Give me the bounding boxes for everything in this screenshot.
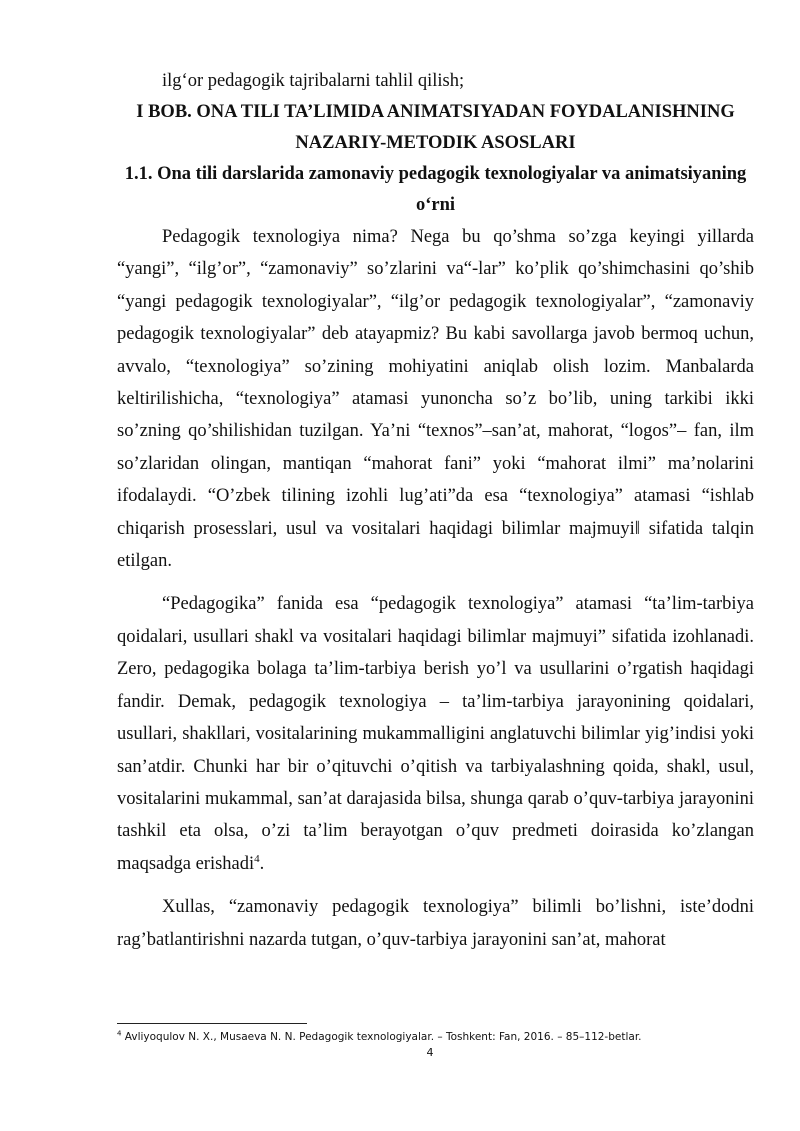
footnote	[117, 1030, 757, 1044]
paragraph-2-text: “Pedagogika” fanida esa “pedagogik texnologiya” atamasi “ta’lim-tarbiya qoidalari, usullari shakl va vositalari haqidagi bilimlar majmuyi” sifatida izohlanadi. Zero, pedagogika bolaga ta’lim-tarbiya berish yo’l va usullarini o’rgatish haqidagi fandir. Demak, pedagogik texnologiya – ta’lim-tarbiya jarayonining qoidalari, usullari, shakllari, vositalarining mukammalligini anglatuvchi bilimlar yig’indisi yoki san’atdir. Chunki har bir o’qituvchi o’qitish va tarbiyalashning qoida, shakl, usul, vositalarini mukammal, san’at darajasida bilsa, shunga qarab o’quv-tarbiya jarayonini tashkil eta olsa, o’zi ta’lim berayotgan o’quv predmeti doirasida ko’zlangan maqsadga erishadi	[117, 594, 754, 874]
document-body	[117, 66, 754, 956]
paragraph-3: Xullas, “zamonaviy pedagogik texnologiya” bilimli bo’lishni, iste’dodni rag’batlantirishni nazarda tutgan, o’quv-tarbiya jarayonini san’at, mahorat	[117, 897, 754, 950]
intro-line: ilg‘or pedagogik tajribalarni tahlil qilish;	[162, 71, 465, 91]
paragraph-2-tail: .	[259, 853, 265, 874]
footnote-text: Avliyoqulov N. X., Musaeva N. N. Pedagogik texnologiyalar. – Toshkent: Fan, 2016. – 85–112-betlar.	[121, 1031, 642, 1043]
chapter-heading: I BOB. ONA TILI TA’LIMIDA ANIMATSIYADAN FOYDALANISHNING NAZARIY-METODIK ASOSLARI	[136, 102, 735, 153]
paragraph-2	[117, 588, 754, 880]
footnote-divider	[117, 1023, 307, 1024]
paragraph-1: Pedagogik texnologiya nima? Nega bu qo’shma so’zga keyingi yillarda “yangi”, “ilg’or”, “zamonaviy” so’zlarini va“-lar” ko’plik qo’shimchasini qo’shib “yangi pedagogik texnologiyalar”, “ilg’or pedagogik texnologiyalar”, “zamonaviy pedagogik texnologiyalar” deb atayapmiz? Bu kabi savollarga javob bermoq uchun, avvalo, “texnologiya” so’zining mohiyatini aniqlab olish lozim. Manbalarda keltirilishicha, “texnologiya” atamasi yunoncha so’z bo’lib, uning tarkibi ikki so’zning qo’shilishidan tuzilgan. Ya’ni “texnos”–san’at, mahorat, “logos”– fan, ilm so’zlaridan olingan, mantiqan “mahorat fani” yoki “mahorat ilmi” ma’nolarini ifodalaydi. “O’zbek tilining izohli lug’ati”da esa “texnologiya” atamasi “ishlab chiqarish prosesslari, usul va vositalari haqidagi bilimlar majmuyi‖ sifatida talqin etilgan.	[117, 227, 754, 572]
footnote-reference[interactable]: 4	[254, 852, 260, 865]
section-heading: 1.1. Ona tili darslarida zamonaviy pedagogik texnologiyalar va animatsiyaning o‘rni	[124, 164, 747, 215]
footnote-marker: 4	[117, 1029, 122, 1038]
page-number: 4	[426, 1046, 434, 1059]
